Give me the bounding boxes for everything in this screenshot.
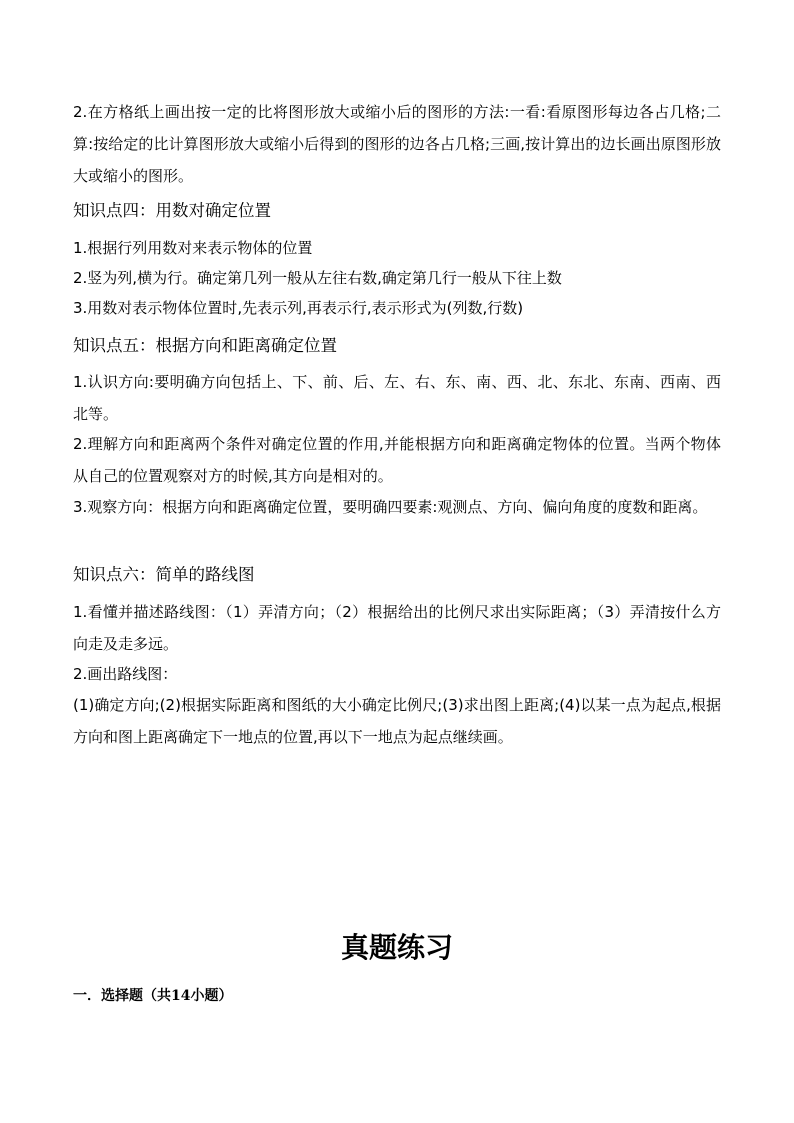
list-item: 1.根据行列用数对来表示物体的位置	[73, 239, 313, 257]
list-item: 3.观察方向：根据方向和距离确定位置，要明确四要素:观测点、方向、偏向角度的度数和距离。	[73, 498, 708, 516]
heading-knowledge-point-4: 知识点四：用数对确定位置	[73, 201, 271, 220]
list-item: 1.认识方向:要明确方向包括上、下、前、后、左、右、东、南、西、北、东北、东南、西南、西北等。	[73, 373, 721, 423]
paragraph-scale-method: 2.在方格纸上画出按一定的比将图形放大或缩小后的图形的方法:一看:看原图形每边各占几格;二算:按给定的比计算图形放大或缩小后得到的图形的边各占几格;三画,按计算出的边长画出原图形放大或缩小的图形。	[73, 103, 721, 185]
heading-knowledge-point-6: 知识点六：简单的路线图	[73, 565, 255, 584]
list-item: 2.理解方向和距离两个条件对确定位置的作用,并能根据方向和距离确定物体的位置。当两个物体从自己的位置观察对方的时候,其方向是相对的。	[73, 435, 721, 485]
list-item: 1.看懂并描述路线图：（1）弄清方向；（2）根据给出的比例尺求出实际距离；（3）弄清按什么方向走及走多远。	[73, 603, 721, 653]
list-item: 2.画出路线图：	[73, 665, 178, 683]
subsection-title: 一．选择题（共14小题）	[73, 988, 233, 1004]
list-item: 3.用数对表示物体位置时,先表示列,再表示行,表示形式为(列数,行数)	[73, 299, 524, 317]
section-title: 真题练习	[340, 931, 453, 964]
list-item: (1)确定方向;(2)根据实际距离和图纸的大小确定比例尺;(3)求出图上距离;(4)以某一点为起点,根据方向和图上距离确定下一地点的位置,再以下一地点为起点继续画。	[73, 696, 721, 746]
list-item: 2.竖为列,横为行。确定第几列一般从左往右数,确定第几行一般从下往上数	[73, 269, 562, 287]
heading-knowledge-point-5: 知识点五：根据方向和距离确定位置	[73, 336, 337, 355]
